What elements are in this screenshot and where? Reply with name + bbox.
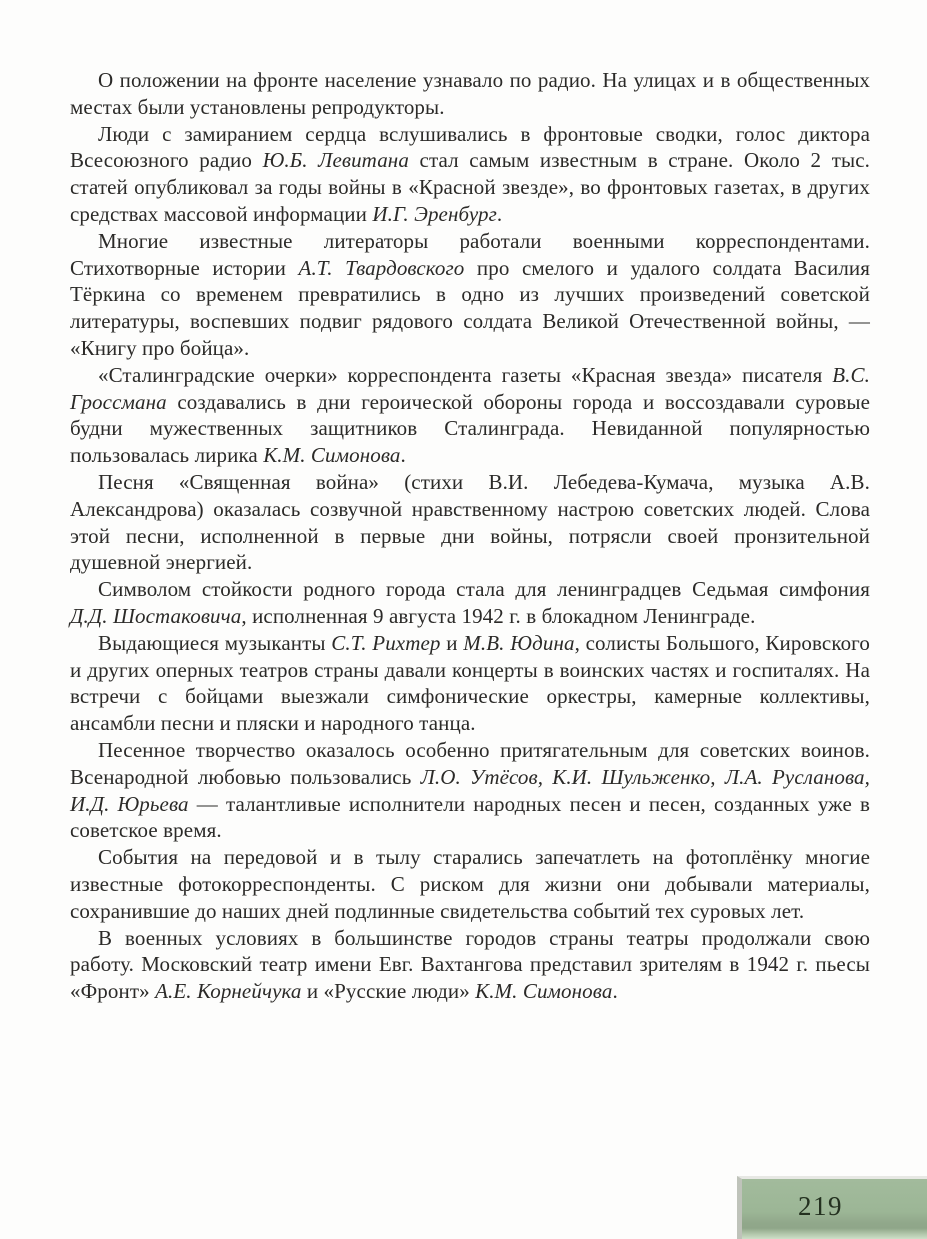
paragraph: Люди с замиранием сердца вслушивались в фронтовые сводки, голос диктора Всесоюзного радио Ю.Б. Левитана стал самым известным в стране. Около 2 тыс. статей опубликовал за годы войны в «Красной звезде», во фронтовых газетах, в других средствах массовой информации И.Г. Эренбург. <box>70 121 870 226</box>
page-number: 219 <box>798 1190 843 1221</box>
page-text <box>70 67 870 1005</box>
paragraph: Песня «Священная война» (стихи В.И. Лебедева-Кумача, музыка А.В. Александрова) оказалась созвучной нравственному настрою советских людей. Слова этой песни, исполненной в первые дни войны, потрясли своей пронзительной душевной энергией. <box>70 469 870 575</box>
paragraph: Многие известные литераторы работали военными корреспондентами. Стихотворные истории А.Т. Твардовского про смелого и удалого солдата Василия Тёркина со временем превратились в одно из лучших произведений советской литературы, воспевших подвиг рядового солдата Великой Отечественной войны, — «Книгу про бойца». <box>70 228 871 360</box>
paragraph: О положении на фронте население узнавало по радио. На улицах и в общественных местах были установлены репродукторы. <box>70 68 870 119</box>
paragraph: Выдающиеся музыканты С.Т. Рихтер и М.В. Юдина, солисты Большого, Кировского и других оперных театров страны давали концерты в воинских частях и госпиталях. На встречи с бойцами выезжали симфонические оркестры, камерные коллективы, ансамбли песни и пляски и народного танца. <box>70 630 870 736</box>
paragraph: В военных условиях в большинстве городов страны театры продолжали свою работу. Московский театр имени Евг. Вахтангова представил зрителям в 1942 г. пьесы «Фронт» А.Е. Корнейчука и «Русские люди» К.М. Симонова. <box>70 925 870 1004</box>
page-number-tab <box>737 1176 927 1239</box>
paragraph: «Сталинградские очерки» корреспондента газеты «Красная звезда» писателя В.С. Гроссмана создавались в дни героической обороны города и воссоздавали суровые будни мужественных защитников Сталинграда. Невиданной популярностью пользовалась лирика К.М. Симонова. <box>70 362 870 468</box>
paragraph: Песенное творчество оказалось особенно притягательным для советских воинов. Всенародной любовью пользовались Л.О. Утёсов, К.И. Шульженко, Л.А. Русланова, И.Д. Юрьева — талантливые исполнители народных песен и песен, созданных уже в советское время. <box>70 737 871 843</box>
paragraph: Символом стойкости родного города стала для ленинградцев Седьмая симфония Д.Д. Шостаковича, исполненная 9 августа 1942 г. в блокадном Ленинграде. <box>70 577 870 628</box>
paragraph: События на передовой и в тылу старались запечатлеть на фотоплёнку многие известные фотокорреспонденты. С риском для жизни они добывали материалы, сохранившие до наших дней подлинные свидетельства событий тех суровых лет. <box>70 845 870 923</box>
